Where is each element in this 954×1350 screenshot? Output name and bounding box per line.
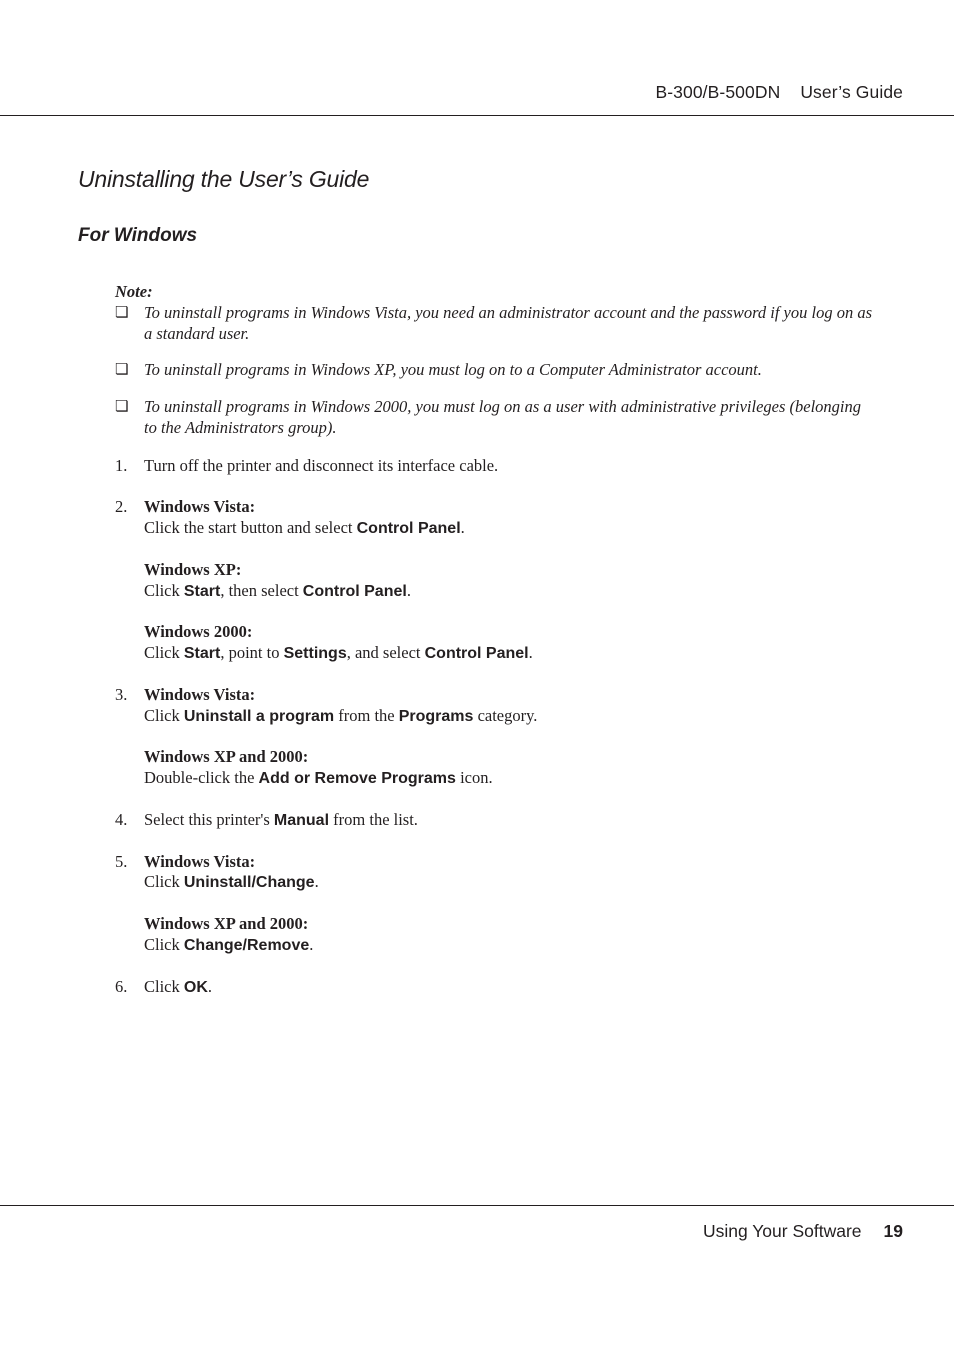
note-item-text: To uninstall programs in Windows XP, you must log on to a Computer Administrator account. <box>144 360 762 379</box>
header-model: B-300/B-500DN <box>655 82 781 102</box>
instruction-line: Double-click the Add or Remove Programs icon. <box>144 768 493 787</box>
running-header <box>655 82 903 103</box>
ui-term: Start <box>183 645 221 662</box>
ui-term: Control Panel <box>302 583 407 600</box>
page-number: 19 <box>883 1221 903 1241</box>
os-label-vista: Windows Vista: <box>144 852 256 871</box>
step-number: 6. <box>115 977 128 996</box>
page-title: Uninstalling the User’s Guide <box>78 166 370 192</box>
ui-term: Programs <box>398 708 474 725</box>
note-label: Note: <box>115 282 153 301</box>
ui-term: OK <box>183 979 208 996</box>
os-label-vista: Windows Vista: <box>144 497 256 516</box>
step-number: 5. <box>115 852 128 871</box>
ui-term: Control Panel <box>356 520 461 537</box>
instruction-line: Select this printer's Manual from the list. <box>144 810 418 829</box>
instruction-line: Click Change/Remove. <box>144 935 314 954</box>
os-label-xp-2000: Windows XP and 2000: <box>144 914 309 933</box>
checkbox-bullet-icon: ❏ <box>115 397 129 415</box>
section-subtitle: For Windows <box>78 225 198 246</box>
ui-term: Add or Remove Programs <box>258 770 456 787</box>
ui-term: Start <box>183 583 221 600</box>
instruction-line: Click Start, then select Control Panel. <box>144 581 411 600</box>
running-footer <box>703 1221 903 1242</box>
note-item-text: To uninstall programs in Windows 2000, you must log on as a user with administrative privileges (belonging to the Administrators group). <box>144 397 862 437</box>
footer-rule <box>0 1205 954 1206</box>
instruction-line: Click the start button and select Control Panel. <box>144 518 465 537</box>
header-rule <box>0 115 954 116</box>
note-item-text: To uninstall programs in Windows Vista, you need an administrator account and the password if you log on as a standard user. <box>144 303 873 343</box>
step-text: Turn off the printer and disconnect its interface cable. <box>144 456 499 475</box>
instruction-line: Click Uninstall/Change. <box>144 872 319 891</box>
instruction-line: Click OK. <box>144 977 212 996</box>
step-number: 4. <box>115 810 128 829</box>
ui-term: Uninstall a program <box>183 708 335 725</box>
step-number: 2. <box>115 497 128 516</box>
os-label-vista: Windows Vista: <box>144 685 256 704</box>
ui-term: Manual <box>273 812 330 829</box>
instruction-line: Click Uninstall a program from the Programs category. <box>144 706 538 725</box>
checkbox-bullet-icon: ❏ <box>115 303 129 321</box>
os-label-2000: Windows 2000: <box>144 622 253 641</box>
ui-term: Change/Remove <box>183 937 310 954</box>
ui-term: Control Panel <box>424 645 529 662</box>
step-number: 1. <box>115 456 128 475</box>
header-guide: User’s Guide <box>800 82 903 102</box>
checkbox-bullet-icon: ❏ <box>115 360 129 378</box>
os-label-xp-2000: Windows XP and 2000: <box>144 747 309 766</box>
ui-term: Settings <box>283 645 347 662</box>
step-number: 3. <box>115 685 128 704</box>
instruction-line: Click Start, point to Settings, and select Control Panel. <box>144 643 533 662</box>
footer-section: Using Your Software <box>702 1221 862 1241</box>
os-label-xp: Windows XP: <box>144 560 242 579</box>
ui-term: Uninstall/Change <box>183 874 315 891</box>
